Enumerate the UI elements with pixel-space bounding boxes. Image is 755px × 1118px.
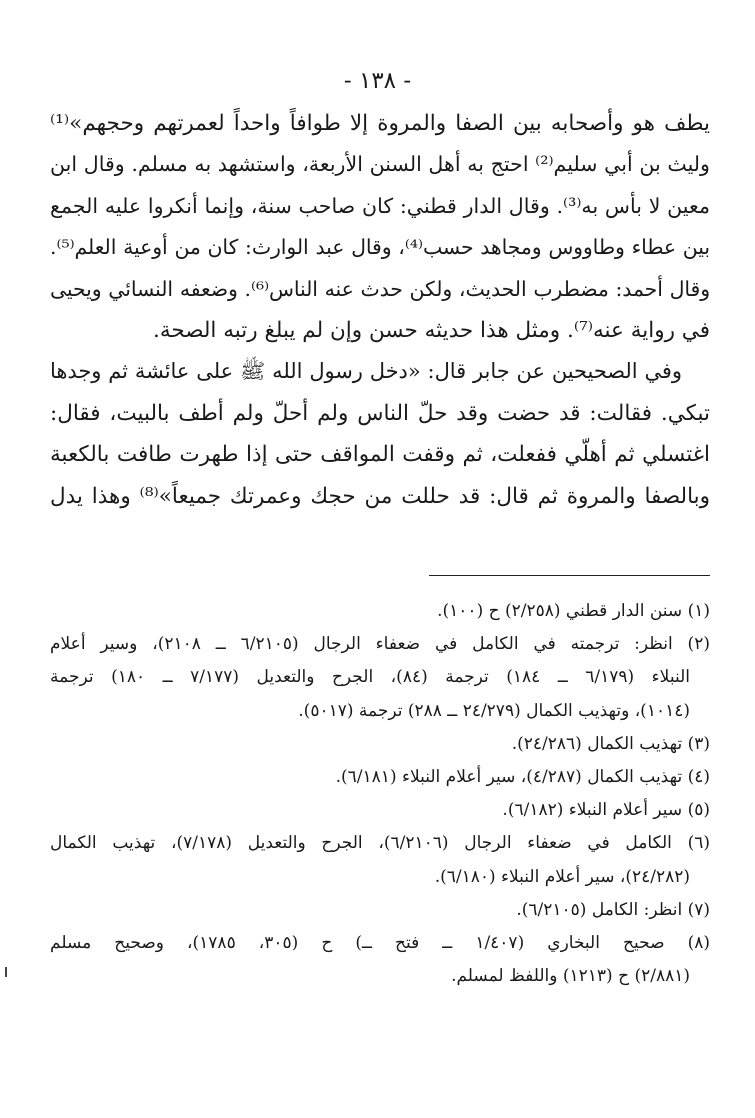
text-line: وليث بن أبي سليم⁽²⁾ احتج به أهل السنن الأربعة، واستشهد به مسلم. وقال ابن [50,152,710,177]
scan-margin-mark [5,967,7,977]
text-line: يطف هو وأصحابه بين الصفا والمروة إلا طوافاً واحداً لعمرتهم وحجهم»⁽¹⁾ [50,111,710,136]
text-line: وفي الصحيحين عن جابر قال: «دخل رسول الله ﷺ على عائشة ثم وجدها [50,359,682,384]
footnotes [50,595,710,993]
footnote-line: (٢٤/٢٨٢)، سير أعلام النبلاء (٦/١٨٠). [434,866,690,887]
text-line: وقال أحمد: مضطرب الحديث، ولكن حدث عنه الناس⁽⁶⁾. وضعفه النسائي ويحيى [50,276,710,301]
footnote-line: (٦) الكامل في ضعفاء الرجال (٦/٢١٠٦)، الجرح والتعديل (٧/١٧٨)، تهذيب الكمال [50,833,710,854]
text-line: بين عطاء وطاووس ومجاهد حسب⁽⁴⁾، وقال عبد الوارث: كان من أوعية العلم⁽⁵⁾. [50,235,710,260]
footnote-line: (١) سنن الدار قطني (٢/٢٥٨) ح (١٠٠). [437,601,710,621]
text-line: معين لا بأس به⁽³⁾. وقال الدار قطني: كان صاحب سنة، وإنما أنكروا عليه الجمع [50,193,710,218]
footnote-line: (٨) صحيح البخاري (١/٤٠٧ ــ فتح ــ) ح (٣٠٥، ١٧٨٥)، وصحيح مسلم [50,932,710,953]
footnote-line: (٧) انظر: الكامل (٦/٢١٠٥). [516,899,710,920]
footnote-divider [429,575,710,576]
footnote-line: (٤) تهذيب الكمال (٤/٢٨٧)، سير أعلام النبلاء (٦/١٨١). [335,766,710,787]
text-line: اغتسلي ثم أهلّي ففعلت، ثم وقفت المواقف حتى إذا طهرت طافت بالكعبة [50,442,710,468]
footnote-line: (٥) سير أعلام النبلاء (٦/١٨٢). [502,800,710,821]
footnote-line: (٣) تهذيب الكمال (٢٤/٢٨٦). [511,733,710,754]
text-line: في رواية عنه⁽⁷⁾. ومثل هذا حديثه حسن وإن لم يبلغ رتبه الصحة. [152,317,710,343]
text-line: تبكي. فقالت: قد حضت وقد حلّ الناس ولم أحلّ ولم أطف بالبيت، فقال: [50,400,710,426]
footnote-line: (٢) انظر: ترجمته في الكامل في ضعفاء الرجال (٦/٢١٠٥ ــ ٢١٠٨)، وسير أعلام [50,634,710,655]
footnote-line: (٢/٨٨١) ح (١٢١٣) واللفظ لمسلم. [451,966,690,987]
footnote-line: (١٠١٤)، وتهذيب الكمال (٢٤/٢٧٩ ــ ٢٨٨) ترجمة (٥٠١٧). [298,700,690,721]
main-text [50,103,710,517]
page-number: - ١٣٨ - [343,68,412,94]
footnote-line: النبلاء (٦/١٧٩ ــ ١٨٤) ترجمة (٨٤)، الجرح والتعديل (٧/١٧٧ ــ ١٨٠) ترجمة [50,667,690,688]
text-line: وبالصفا والمروة ثم قال: قد حللت من حجك وعمرتك جميعاً»⁽⁸⁾ وهذا يدل [50,483,710,509]
